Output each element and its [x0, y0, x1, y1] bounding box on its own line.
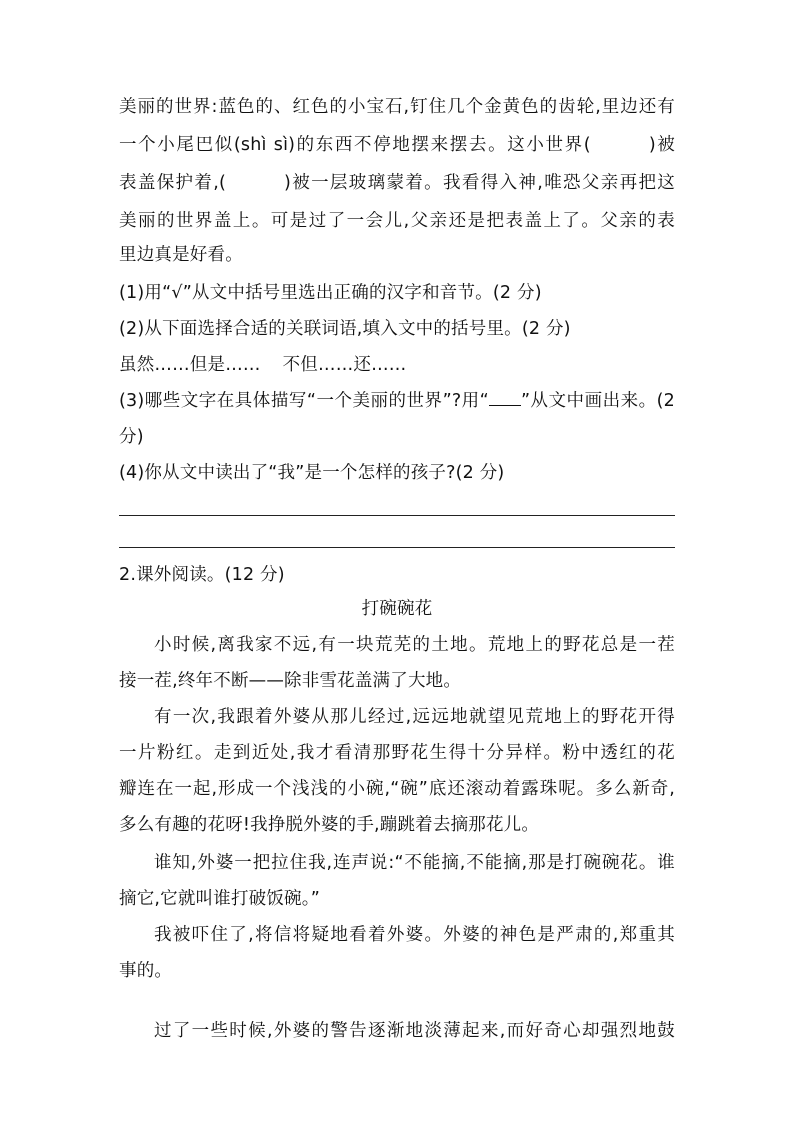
article-line: 小时候,离我家不远,有一块荒芜的土地。荒地上的野花总是一茬: [154, 635, 675, 655]
question-2: (2)从下面选择合适的关联词语,填入文中的括号里。(2 分): [119, 319, 571, 339]
option-2: 不但……还……: [282, 355, 407, 375]
passage-text: 表盖保护着,(: [119, 173, 227, 193]
passage-text: 一个小尾巴似(shì sì)的东西不停地摆来摆去。这小世界(: [119, 135, 591, 155]
section-heading: 2.课外阅读。(12 分): [119, 565, 285, 585]
question-3-text: (3)哪些文字在具体描写“一个美丽的世界”?用“: [119, 391, 489, 411]
article-line: 瓣连在一起,形成一个浅浅的小碗,“碗”底还滚动着露珠呢。多么新奇,: [119, 779, 675, 799]
article-line: 过了一些时候,外婆的警告逐渐地淡薄起来,而好奇心却强烈地鼓: [154, 1021, 675, 1041]
passage-line: [119, 171, 675, 195]
passage-line: 美丽的世界盖上。可是过了一会儿,父亲还是把表盖上了。父亲的表: [119, 211, 675, 231]
question-1: (1)用“√”从文中括号里选出正确的汉字和音节。(2 分): [119, 283, 542, 303]
option-1: 虽然……但是……: [119, 355, 261, 375]
article-title: 打碗碗花: [361, 599, 433, 619]
answer-line[interactable]: [119, 547, 675, 548]
article-line: 谁知,外婆一把拉住我,连声说:“不能摘,不能摘,那是打碗碗花。谁: [154, 853, 675, 873]
article-line: 摘它,它就叫谁打破饭碗。”: [119, 889, 320, 909]
passage-text: )被: [648, 135, 676, 155]
passage-text: )被一层玻璃蒙着。我看得入神,唯恐父亲再把这: [284, 173, 675, 193]
article-line: 多么有趣的花呀!我挣脱外婆的手,蹦跳着去摘那花儿。: [119, 815, 540, 835]
article-line: 一片粉红。走到近处,我才看清那野花生得十分异样。粉中透红的花: [119, 743, 675, 763]
passage-line: 里边真是好看。: [119, 245, 243, 265]
question-2-options: [119, 353, 675, 377]
passage-line: [119, 133, 675, 157]
question-4: (4)你从文中读出了“我”是一个怎样的孩子?(2 分): [119, 463, 505, 483]
answer-line[interactable]: [119, 515, 675, 516]
article-line: 事的。: [119, 961, 173, 981]
question-3-text: ”从文中画出来。(2: [520, 391, 676, 411]
article-line: 我被吓住了,将信将疑地看着外婆。外婆的神色是严肃的,郑重其: [154, 925, 675, 945]
question-3-continued: 分): [119, 427, 144, 447]
article-line: 有一次,我跟着外婆从那儿经过,远远地就望见荒地上的野花开得: [154, 707, 675, 727]
passage-line: 美丽的世界:蓝色的、红色的小宝石,钉住几个金黄色的齿轮,里边还有: [119, 97, 675, 117]
question-3: [119, 389, 675, 413]
underline-mark: [489, 391, 521, 406]
article-line: 接一茬,终年不断——除非雪花盖满了大地。: [119, 671, 462, 691]
